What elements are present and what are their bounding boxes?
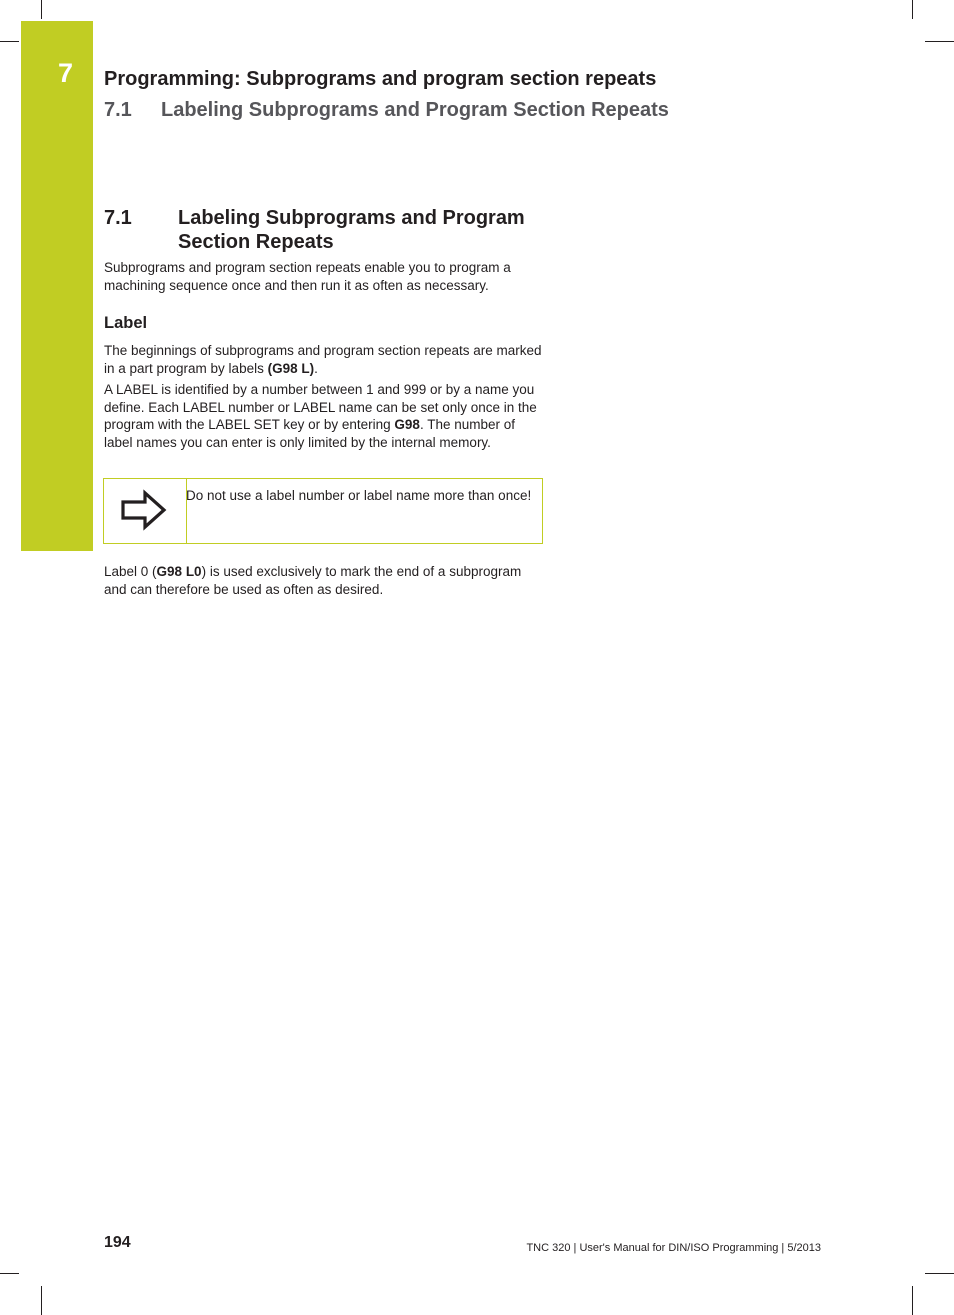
- page-number: 194: [104, 1234, 131, 1251]
- section-heading: [104, 206, 544, 254]
- chapter-tab: [21, 21, 93, 551]
- note-text: Do not use a label number or label name more than once!: [186, 488, 532, 503]
- label-paragraph-3: Label 0 (G98 L0) is used exclusively to mark the end of a subprogram and can therefore be used as often as desired.: [104, 564, 522, 597]
- running-header-section-title: Labeling Subprograms and Program Section Repeats: [161, 99, 669, 121]
- arrow-right-icon: [120, 489, 168, 531]
- label-paragraph-2: A LABEL is identified by a number between 1 and 999 or by a name you define. Each LABEL number or LABEL name can be set only once in the program with the LABEL SET key or by entering G98. The number of label names you can enter is only limited by the internal memory.: [104, 382, 537, 450]
- crop-mark: [925, 41, 954, 42]
- code-g98: G98: [394, 417, 420, 432]
- running-header-section-number: 7.1: [104, 99, 132, 121]
- crop-mark: [0, 41, 19, 42]
- code-g98-l: (G98 L): [267, 360, 315, 376]
- section-title: Labeling Subprograms and Program Section Repeats: [178, 207, 525, 253]
- crop-mark: [0, 1273, 19, 1274]
- crop-mark: [912, 0, 913, 19]
- note-icon-cell: [104, 479, 187, 543]
- code-g98-l0: G98 L0: [156, 564, 202, 579]
- footer-text: TNC 320 | User's Manual for DIN/ISO Programming | 5/2013: [526, 1242, 821, 1254]
- label-paragraph-1: The beginnings of subprograms and program section repeats are marked in a part program by labels (G98 L).: [104, 343, 542, 376]
- crop-mark: [912, 1286, 913, 1315]
- intro-paragraph: Subprograms and program section repeats enable you to program a machining sequence once and then run it as often as necessary.: [104, 260, 511, 293]
- crop-mark: [925, 1273, 954, 1274]
- chapter-number: 7: [58, 58, 74, 88]
- running-header-section: [104, 99, 669, 122]
- running-header-chapter: Programming: Subprograms and program section repeats: [104, 68, 657, 90]
- section-number: 7.1: [104, 207, 132, 229]
- note-box: [103, 478, 543, 544]
- crop-mark: [41, 0, 42, 19]
- label-heading: Label: [104, 314, 148, 332]
- crop-mark: [41, 1286, 42, 1315]
